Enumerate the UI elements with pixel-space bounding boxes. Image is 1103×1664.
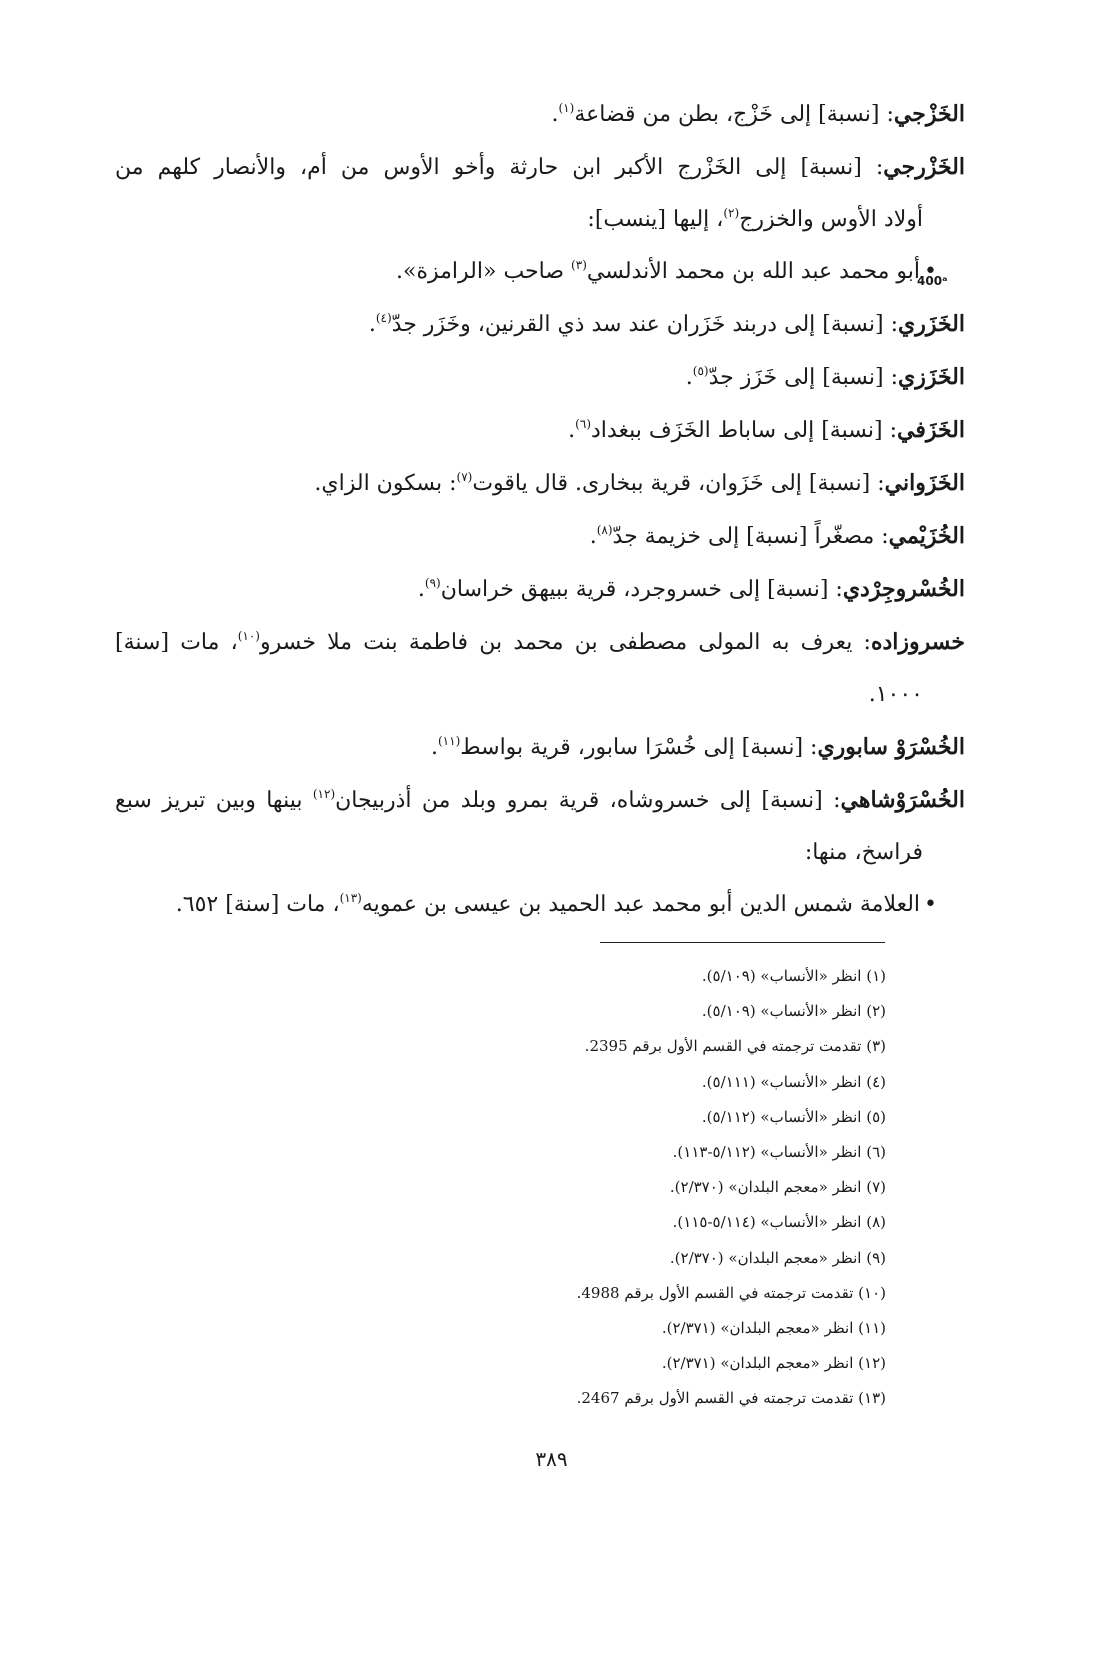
footnote-ref: (٥)	[692, 364, 709, 378]
entry-term: خسروزاده	[870, 629, 965, 655]
entry-body: : مصغّراً [نسبة] إلى خزيمة جدّ	[612, 524, 889, 549]
footnote: (١٣) تقدمت ترجمته في القسم الأول برقم 2467.	[576, 1389, 886, 1408]
person-bullet	[115, 246, 965, 298]
footnote: (٧) انظر «معجم البلدان» (٢/٣٧٠).	[669, 1178, 886, 1197]
footnote: (٢) انظر «الأنساب» (٥/١٠٩).	[701, 1002, 886, 1021]
footnote-ref: (١٣)	[339, 891, 362, 905]
footnote: (١) انظر «الأنساب» (٥/١٠٩).	[701, 967, 886, 985]
footnote: (٣) تقدمت ترجمته في القسم الأول برقم 2395.	[584, 1037, 886, 1056]
entry-line	[115, 510, 965, 563]
person-name: أبو محمد عبد الله بن محمد الأندلسي	[586, 259, 921, 284]
entry-line	[115, 457, 965, 510]
entry-term: الخُسْرَوْ سابوري	[817, 734, 965, 760]
footnote: (٨) انظر «الأنساب» (٥/١١٤-١١٥).	[672, 1213, 886, 1232]
entry-term: الخُسْروجِرْدي	[842, 576, 965, 602]
entry-term: الخَزَواني	[884, 470, 965, 496]
entry-end: ، مات [سنة] ٦٥٢.	[175, 892, 340, 917]
entry-body: فراسخ، منها:	[804, 840, 923, 865]
entries-block	[115, 88, 965, 931]
footnote-ref: (١٢)	[312, 787, 336, 801]
entry-line	[115, 774, 965, 827]
entry-end: : بسكون الزاي.	[314, 471, 457, 496]
entry-end: .	[368, 312, 376, 337]
person-name: العلامة شمس الدين أبو محمد عبد الحميد بن عيسى بن عمويه	[361, 892, 921, 917]
entry-term: الخُزَيْمي	[888, 523, 965, 549]
entry-term: الخَزَري	[898, 311, 965, 337]
footnote: (٥) انظر «الأنساب» (٥/١١٢).	[701, 1107, 886, 1126]
entry-term: الخَزْرجي	[883, 154, 965, 180]
footnote-ref: (٩)	[424, 576, 441, 590]
death-year: ١٠٠٠.	[868, 682, 923, 707]
entry-body: : يعرف به المولى مصطفى بن محمد بن فاطمة بنت ملا خسرو	[259, 630, 871, 655]
entry-body: : [نسبة] إلى خَزْج، بطن من قضاعة	[574, 102, 894, 127]
footnote-ref: (١١)	[437, 734, 461, 748]
entry-term: الخُسْرَوْشاهي	[840, 787, 965, 813]
entry-end: ، مات [سنة]	[115, 630, 238, 655]
entry-body: أولاد الأوس والخزرج	[739, 207, 923, 232]
footnote-ref: (٢)	[723, 206, 740, 220]
entry-body: : [نسبة] إلى خسروشاه، قرية بمرو وبلد من أذربيجان	[335, 788, 841, 813]
entry-continuation	[115, 669, 965, 721]
footnote-ref: (٨)	[596, 523, 613, 537]
entry-term: الخَزْجي	[893, 101, 965, 127]
footnote-ref: (٣)	[571, 258, 587, 272]
entry-line	[115, 404, 965, 457]
entry-line	[115, 298, 965, 351]
entry-end: ، إليها [ينسب]:	[587, 207, 724, 232]
footnote-ref: (٧)	[456, 470, 473, 484]
footnote: (١١) انظر «معجم البلدان» (٢/٣٧١).	[661, 1319, 886, 1338]
footnote: (١٠) تقدمت ترجمته في القسم الأول برقم 4988.	[576, 1283, 886, 1302]
entry-term: الخَزَفي	[896, 417, 965, 443]
person-bullet	[115, 879, 965, 931]
footnote-ref: (٤)	[375, 311, 392, 325]
entry-end: صاحب «الرامزة».	[396, 259, 572, 284]
footnotes-block	[286, 959, 886, 1417]
entry-end: بينها وبين تبريز سبع	[115, 788, 313, 813]
entry-continuation	[115, 827, 965, 879]
footnote-ref: (١)	[558, 101, 575, 115]
entry-continuation	[115, 194, 965, 246]
entry-line	[115, 721, 965, 774]
entry-body: : [نسبة] إلى خَزَوان، قرية ببخارى. قال ياقوت	[472, 471, 885, 496]
entry-line	[115, 563, 965, 616]
manuscript-folio-marker: 400ᵃ	[917, 274, 948, 288]
entry-line	[115, 141, 965, 194]
footnote-ref: (٦)	[575, 417, 591, 431]
entry-body: : [نسبة] إلى الخَزْرج الأكبر ابن حارثة وأخو الأوس من أم، والأنصار كلهم من	[115, 155, 884, 180]
entry-end: .	[568, 418, 576, 443]
entry-end: .	[430, 735, 438, 760]
entry-body: : [نسبة] إلى خُسْرَا سابور، قرية بواسط	[460, 735, 818, 760]
footnote: (٦) انظر «الأنساب» (٥/١١٢-١١٣).	[672, 1143, 886, 1162]
entry-end: .	[551, 102, 559, 127]
footnote: (١٢) انظر «معجم البلدان» (٢/٣٧١).	[661, 1354, 886, 1373]
entry-line	[115, 616, 965, 669]
entry-line	[115, 88, 965, 141]
entry-body: : [نسبة] إلى ساباط الخَزَف ببغداد	[591, 418, 897, 443]
footnote: (٤) انظر «الأنساب» (٥/١١١).	[701, 1072, 886, 1091]
entry-body: : [نسبة] إلى دربند خَزَران عند سد ذي القرنين، وخَزَر جدّ	[391, 312, 898, 337]
entry-term: الخَزَزي	[898, 364, 965, 390]
entry-end: .	[589, 524, 597, 549]
entry-body: : [نسبة] إلى خَزَز جدّ	[708, 365, 898, 390]
footnote-ref: (١٠)	[237, 629, 260, 643]
entry-end: .	[685, 365, 693, 390]
entry-end: .	[417, 577, 425, 602]
entry-line	[115, 351, 965, 404]
footnote: (٩) انظر «معجم البلدان» (٢/٣٧٠).	[669, 1248, 886, 1267]
footnote-separator	[600, 942, 885, 943]
page-number: ٣٨٩	[535, 1447, 568, 1471]
entry-body: : [نسبة] إلى خسروجرد، قرية ببيهق خراسان	[440, 577, 843, 602]
